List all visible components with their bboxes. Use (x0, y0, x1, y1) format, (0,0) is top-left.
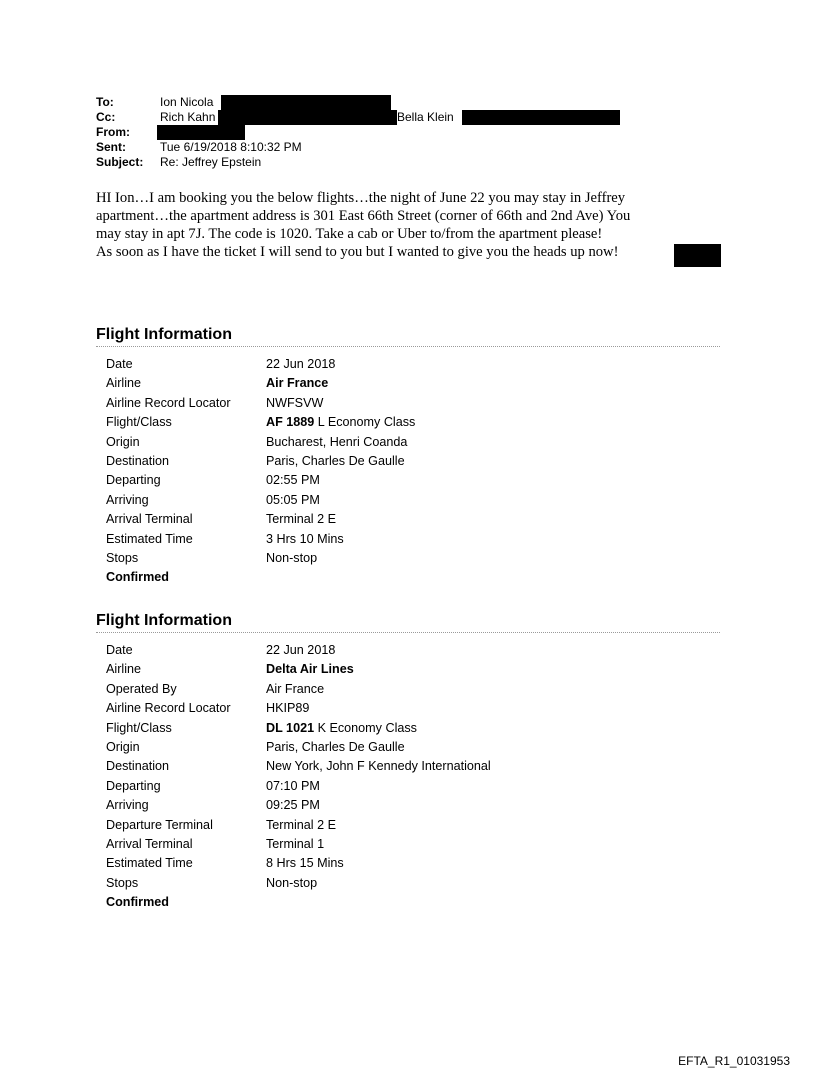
confirmed-status (106, 893, 720, 912)
row-label: Estimated Time (106, 856, 193, 871)
detail-row-arriving (106, 491, 720, 510)
flight-info-section-2 (96, 611, 720, 912)
detail-row-destination (106, 452, 720, 471)
detail-row-destination (106, 757, 720, 776)
row-value: 09:25 PM (266, 798, 320, 813)
row-label: Departure Terminal (106, 817, 213, 832)
row-value-group (266, 719, 417, 738)
row-value: 22 Jun 2018 (266, 643, 336, 657)
row-value: Delta Air Lines (266, 662, 354, 677)
to-value: Ion Nicola (160, 95, 214, 109)
section-title: Flight Information (96, 611, 720, 633)
flight-number: AF 1889 (266, 415, 315, 430)
detail-row-origin (106, 738, 720, 757)
status-label: Confirmed (106, 570, 169, 585)
row-value: Terminal 2 E (266, 817, 336, 832)
row-label: Airline Record Locator (106, 701, 231, 716)
detail-row-stops (106, 874, 720, 893)
detail-row-arrival-terminal (106, 835, 720, 854)
row-label: Stops (106, 550, 139, 565)
email-body (96, 189, 736, 261)
row-value: 05:05 PM (266, 492, 320, 507)
detail-row-operated-by (106, 680, 720, 699)
flight-details (96, 355, 720, 588)
detail-row-date (106, 355, 720, 374)
row-value: Paris, Charles De Gaulle (266, 739, 405, 754)
redaction-box (462, 110, 620, 125)
sent-value: Tue 6/19/2018 8:10:32 PM (160, 140, 302, 154)
row-label: Airline (106, 376, 141, 391)
row-value: HKIP89 (266, 701, 310, 716)
row-label: Destination (106, 453, 170, 468)
row-label: Flight/Class (106, 415, 172, 430)
row-value: Air France (266, 681, 325, 696)
body-line: may stay in apt 7J. The code is 1020. Take a cab or Uber to/from the apartment please! (96, 226, 603, 242)
redaction-box (218, 110, 397, 125)
detail-row-origin (106, 433, 720, 452)
row-value: Air France (266, 376, 329, 391)
row-value-group (266, 413, 415, 432)
row-label: Destination (106, 759, 170, 774)
row-label: Airline (106, 662, 141, 677)
cc-value-2: Bella Klein (397, 110, 454, 124)
flight-info-section-1 (96, 325, 720, 588)
confirmed-status (106, 568, 720, 587)
row-value: 07:10 PM (266, 778, 320, 793)
detail-row-flight-class (106, 413, 720, 432)
flight-number: DL 1021 (266, 720, 315, 735)
row-value: 8 Hrs 15 Mins (266, 856, 344, 871)
row-label: Origin (106, 739, 140, 754)
row-label: Airline Record Locator (106, 395, 231, 410)
row-label: Arriving (106, 798, 149, 813)
flight-class: L Economy Class (314, 415, 416, 430)
detail-row-stops (106, 549, 720, 568)
status-label: Confirmed (106, 895, 169, 910)
row-value: Terminal 2 E (266, 512, 336, 527)
row-label: Estimated Time (106, 531, 193, 546)
row-value: Terminal 1 (266, 836, 325, 851)
detail-row-airline (106, 660, 720, 679)
row-value: Non-stop (266, 875, 318, 890)
section-title: Flight Information (96, 325, 720, 347)
sent-label: Sent: (96, 140, 126, 154)
flight-class: K Economy Class (314, 720, 417, 735)
body-line: As soon as I have the ticket I will send to you but I wanted to give you the heads up now! (96, 244, 619, 260)
row-value: 22 Jun 2018 (266, 357, 336, 371)
row-value: New York, John F Kennedy International (266, 759, 491, 774)
subject-label: Subject: (96, 155, 144, 169)
to-label: To: (96, 95, 114, 109)
row-label: Date (106, 643, 133, 657)
row-label: Departing (106, 778, 161, 793)
detail-row-estimated-time (106, 854, 720, 873)
detail-row-record-locator (106, 394, 720, 413)
body-line: apartment…the apartment address is 301 East 66th Street (corner of 66th and 2nd Ave) You (96, 208, 631, 224)
subject-value: Re: Jeffrey Epstein (160, 155, 262, 169)
redaction-box (674, 244, 721, 267)
detail-row-departing (106, 777, 720, 796)
row-label: Origin (106, 434, 140, 449)
detail-row-arriving (106, 796, 720, 815)
cc-label: Cc: (96, 110, 116, 124)
detail-row-arrival-terminal (106, 510, 720, 529)
detail-row-airline (106, 374, 720, 393)
body-line: HI Ion…I am booking you the below flights…the night of June 22 you may stay in Jeffrey (96, 190, 626, 206)
row-value: 02:55 PM (266, 473, 320, 488)
row-label: Arriving (106, 492, 149, 507)
redaction-box (221, 95, 391, 111)
redaction-box (157, 125, 245, 140)
row-label: Arrival Terminal (106, 512, 193, 527)
document-id: EFTA_R1_01031953 (678, 1054, 790, 1068)
detail-row-departure-terminal (106, 816, 720, 835)
cc-value-1: Rich Kahn (160, 110, 216, 124)
row-label: Operated By (106, 681, 177, 696)
row-label: Arrival Terminal (106, 836, 193, 851)
row-value: 3 Hrs 10 Mins (266, 531, 344, 546)
detail-row-flight-class (106, 719, 720, 738)
from-label: From: (96, 125, 130, 139)
detail-row-date (106, 641, 720, 660)
row-label: Departing (106, 473, 161, 488)
row-value: Non-stop (266, 550, 318, 565)
row-value: NWFSVW (266, 395, 324, 410)
row-value: Paris, Charles De Gaulle (266, 453, 405, 468)
row-value: Bucharest, Henri Coanda (266, 434, 408, 449)
row-label: Flight/Class (106, 720, 172, 735)
detail-row-record-locator (106, 699, 720, 718)
detail-row-departing (106, 471, 720, 490)
detail-row-estimated-time (106, 530, 720, 549)
row-label: Date (106, 357, 133, 371)
row-label: Stops (106, 875, 139, 890)
flight-details (96, 641, 720, 912)
